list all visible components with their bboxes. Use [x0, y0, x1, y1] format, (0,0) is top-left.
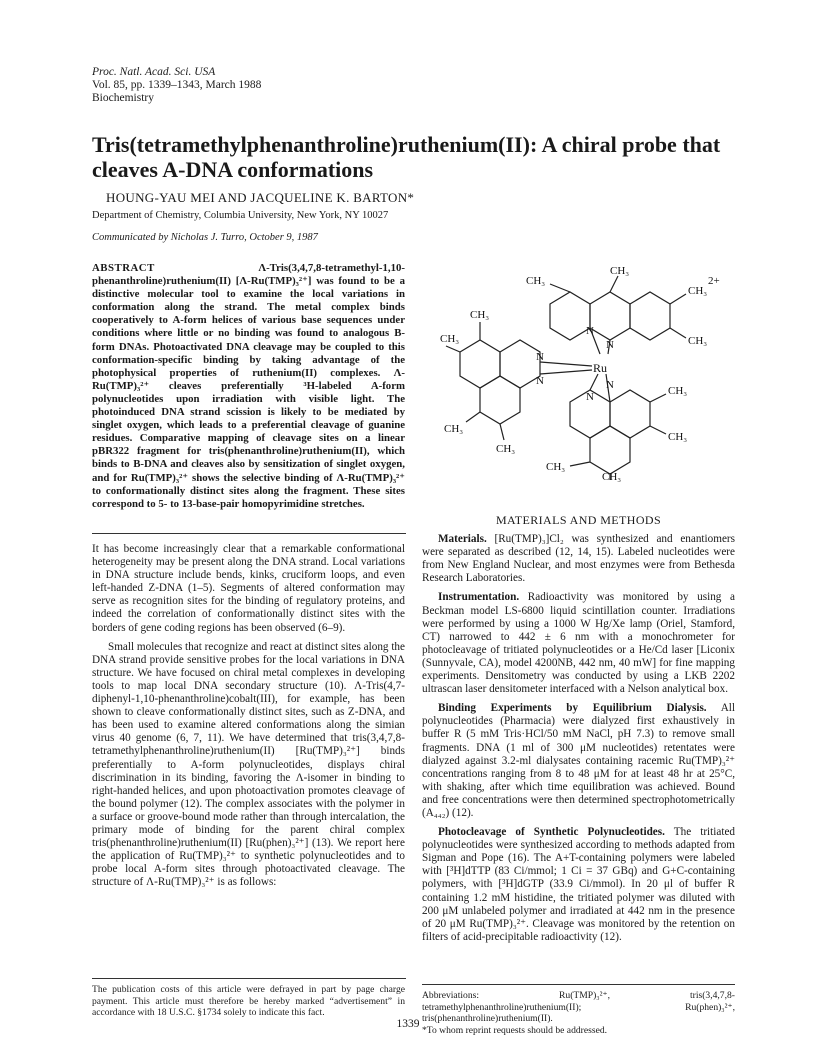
nitrogen-label: N [586, 391, 594, 403]
reprint-note: *To whom reprint requests should be addressed. [422, 1024, 608, 1036]
nitrogen-label: N [606, 339, 614, 351]
paragraph-lead: Binding Experiments by Equilibrium Dialysis. [438, 702, 707, 715]
paragraph-lead: Materials. [438, 533, 487, 546]
journal-section: Biochemistry [92, 92, 154, 104]
methyl-label: CH₃ [526, 275, 546, 287]
page-number: 1339 [396, 1018, 420, 1030]
methods-paragraph [422, 591, 735, 696]
methyl-label: CH₃ [668, 385, 688, 397]
intro-paragraph: Small molecules that recognize and react at distinct sites along the DNA strand provide sensitive probes for the local variations in DNA structure. We have focused on chiral metal complexes in developing tools to map local DNA secondary structure (10). Λ-Tris(4,7-diphenyl-1,10-phenanthroline)cobalt(III), for example, has been shown to cleave conformationally distinct sites, such as Z-DNA, and has been used to examine altered conformations along the simian virus 40 genome (6, 7, 11). We have determined that tris(3,4,7,8-tetramethylphenanthroline)ruthenium(II) [Ru(TMP)₃²⁺] binds preferentially to A-form polynucleotides, displays chiral discrimination in its binding, favoring the Λ-isomer in binding to right-handed helices, and upon photoactivation promotes cleavage of the bound polymer (12). The complex associates with the polymer in a surface or groove-bound mode rather than through intercalation, the primary mode of binding for the parent chiral complex tris(phenanthroline)ruthenium(II) [Ru(phen)₃²⁺] (13). We report here the application of Ru(TMP)₃²⁺ to synthetic polynucleotides and to probe local A-form sites through photoactivated cleavage. The structure of Λ-Ru(TMP)₃²⁺ is as follows: [92, 640, 405, 889]
journal-name: Proc. Natl. Acad. Sci. USA [92, 66, 216, 78]
authors: HOUNG-YAU MEI AND JACQUELINE K. BARTON* [106, 190, 415, 205]
methyl-label: CH₃ [470, 309, 490, 321]
methods-paragraph [422, 702, 735, 820]
communicated-by: Communicated by Nicholas J. Turro, October 9, 1987 [92, 232, 318, 243]
methyl-label: CH₃ [444, 423, 464, 435]
ru-tmp-structure-diagram [440, 262, 740, 482]
paragraph-lead: Instrumentation. [438, 591, 520, 604]
abstract-divider [92, 533, 406, 534]
chemical-structure [440, 262, 740, 482]
methyl-label: CH₃ [496, 443, 516, 455]
section-heading: MATERIALS AND METHODS [495, 513, 662, 527]
ruthenium-label: Ru [593, 361, 608, 375]
materials-and-methods [422, 514, 735, 950]
article-title: Tris(tetramethylphenanthroline)ruthenium(II): A chiral probe that cleaves A-DNA conformations [92, 132, 721, 182]
methyl-label: CH₃ [688, 335, 708, 347]
nitrogen-label: N [586, 325, 594, 337]
methods-paragraph [422, 533, 735, 585]
introduction [92, 543, 405, 895]
methyl-label: CH₃ [688, 285, 708, 297]
affiliation: Department of Chemistry, Columbia University, New York, NY 10027 [92, 210, 389, 221]
nitrogen-label: N [606, 379, 614, 391]
nitrogen-label: N [536, 351, 544, 363]
charge-label: 2+ [708, 275, 720, 287]
nitrogen-label: N [536, 375, 544, 387]
abbreviations-text: Abbreviations: Ru(TMP)₃²⁺, tris(3,4,7,8-tetramethylphenanthroline)ruthenium(II); Ru(phen)₃²⁺, tris(phenanthroline)ruthenium(II). [422, 990, 735, 1024]
paragraph-lead: Photocleavage of Synthetic Polynucleotides. [438, 826, 665, 839]
abstract-label: ABSTRACT [92, 262, 155, 274]
journal-header [92, 66, 261, 105]
publication-footnote: The publication costs of this article were defrayed in part by page charge payment. This article must therefore be hereby marked “advertisement” in accordance with 18 U.S.C. §1734 solely to indicate this fact. [92, 984, 405, 1018]
footnote-divider [92, 978, 406, 979]
paragraph-text: [Ru(TMP)₃]Cl₂ was synthesized and enantiomers were separated as described (12, 14, 15). Labeled nucleotides were from New England Nuclear, and most enzymes were from Bethesda Research Laboratories. [422, 533, 735, 585]
methyl-label: CH₃ [602, 471, 622, 482]
paragraph-text: All polynucleotides (Pharmacia) were dialyzed first exhaustively in buffer R (5 mM Tris·HCl/50 mM NaCl, pH 7.3) to remove small fragments. DNA (1 ml of 300 μM nucleotides) retentates were dialyzed against 3.2-ml dialysates containing racemic Ru(TMP)₃²⁺ concentrations ranging from 8 to 48 μM for at least 48 hr at 25°C, with shaking, after which time equilibration was achieved. Bound and free concentrations were then determined spectrophotometrically (A₄₄₂) (12). [422, 702, 735, 819]
methyl-label: CH₃ [546, 461, 566, 473]
paragraph-text: The tritiated polynucleotides were synthesized according to methods adapted from Sigman and Pope (16). The A+T-containing polymers were labeled with [³H]dTTP (83 Ci/mmol; 1 Ci = 37 GBq) and G+C-containing polymers, with [³H]dGTP (33.9 Ci/mmol). In 20 μl of buffer R containing 1.2 mM histidine, the tritiated polymer was diluted with 200 μM unlabeled polymer and irradiated at 442 nm in the presence of 20 μM Ru(TMP)₃²⁺. Cleavage was monitored by the retention on filters of acid-precipitable radioactivity (12). [422, 826, 736, 943]
abstract-text: Λ-Tris(3,4,7,8-tetramethyl-1,10-phenanthroline)ruthenium(II) [Λ-Ru(TMP)₃²⁺] was found to be a distinctive molecular tool to examine the local variations in conformation along the strand. The metal complex binds cooperatively to A-form helices of various base sequences under conditions where little or no binding was found to analogous B-form DNAs. Photoactivated DNA cleavage may be coupled to this conformation-specific binding by taking advantage of the photophysical properties of ruthenium(II) complexes. Λ-Ru(TMP)₃²⁺ cleaves preferentially ³H-labeled A-form polynucleotides upon irradiation with visible light. The photoinduced DNA strand scission is likely to be mediated by singlet oxygen, which leads to a preferential cleavage of guanine residues. Comparative mapping of cleavage sites on a linear pBR322 fragment for tris(phenanthroline)ruthenium(II), which binds to B-DNA and cleaves also by sensitization of singlet oxygen, and for Ru(TMP)₃²⁺ shows the selective binding of Λ-Ru(TMP)₃²⁺ to conformationally distinct sites along the fragment. These sites correspond to 5- to 13-base-pair homopyrimidine stretches. [92, 262, 405, 510]
methods-paragraph [422, 826, 735, 944]
methyl-label: CH₃ [668, 431, 688, 443]
paragraph-text: Radioactivity was monitored by using a Beckman model LS-6800 liquid scintillation counter. Irradiations were performed by using a 1000 W Hg/Xe lamp (Oriel, Stamford, CT) narrowed to 442 ± 6 nm with a monochrometer for photocleavage of tritiated polynucleotides or a He/Cd laser [Liconix (Sunnyvale, CA), model 4200NB, 442 nm, 40 mW] for fine mapping experiments. Densitometry was conducted by using a LKB 2202 ultrascan laser densitometer interfaced with a Nelson analytical box. [422, 591, 735, 696]
methyl-label: CH₃ [610, 265, 630, 277]
footnote-divider [422, 984, 735, 985]
journal-volume: Vol. 85, pp. 1339–1343, March 1988 [92, 79, 262, 91]
abstract [92, 262, 405, 511]
methyl-label: CH₃ [440, 333, 460, 345]
intro-paragraph: It has become increasingly clear that a remarkable conformational heterogeneity may be present along the DNA strand. Local variations in DNA structure include bends, kinks, cruciform loops, and even left-handed Z-DNA (1–5). Segments of altered conformation may serve as recognition sites for the binding of regulatory proteins, and indeed the correlation of conformationally distinct sites with the borders of gene coding regions has been observed (6–9). [92, 543, 405, 634]
